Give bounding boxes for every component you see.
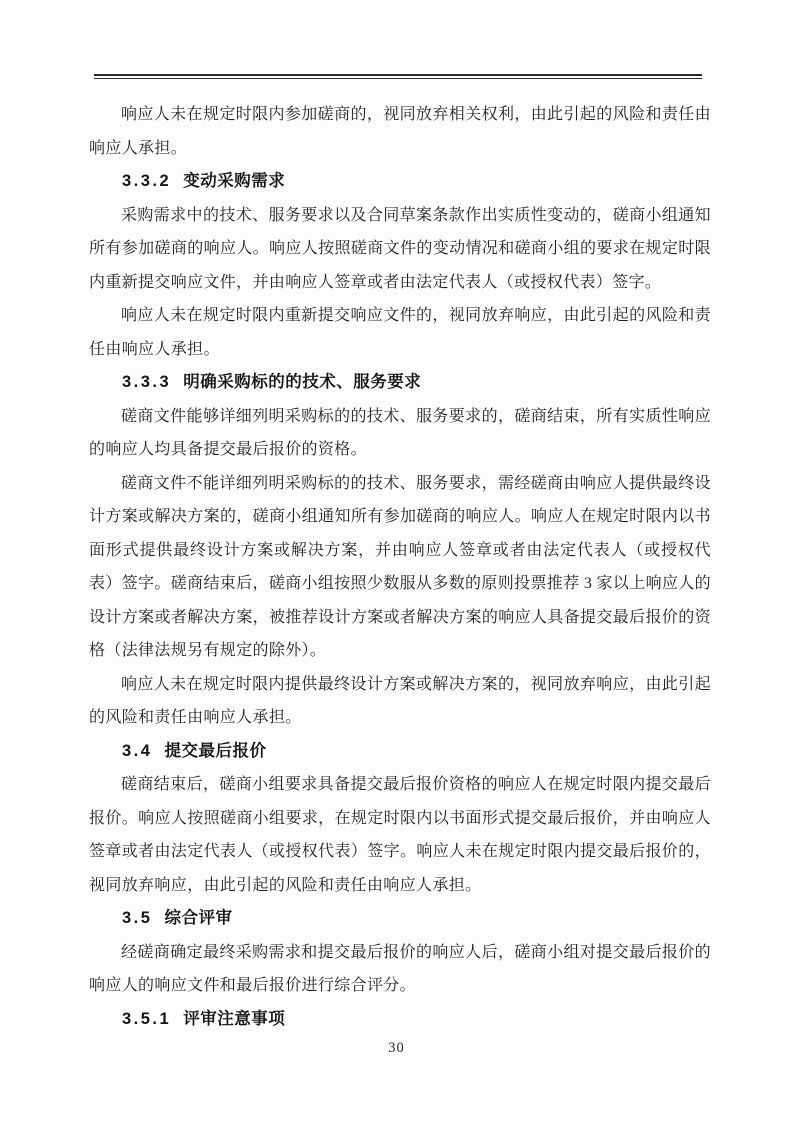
section-number: 3.5.1 [122,1009,172,1028]
section-title: 明确采购标的的技术、服务要求 [183,373,422,391]
paragraph: 响应人未在规定时限内参加磋商的，视同放弃相关权利，由此引起的风险和责任由响应人承担。 [89,106,711,157]
section-number: 3.3.3 [122,373,172,391]
paragraph: 响应人未在规定时限内提供最终设计方案或解决方案的，视同放弃响应，由此引起的风险和责任由响应人承担。 [89,675,711,726]
section-number: 3.3.2 [122,172,172,190]
paragraph: 磋商文件能够详细列明采购标的的技术、服务要求的，磋商结束，所有实质性响应的响应人均具备提交最后报价的资格。 [89,407,711,458]
section-title: 变动采购需求 [183,172,286,190]
paragraph: 采购需求中的技术、服务要求以及合同草案条款作出实质性变动的，磋商小组通知所有参加磋商的响应人。响应人按照磋商文件的变动情况和磋商小组的要求在规定时限内重新提交响应文件，并由响应人签章或者由法定代表人（或授权代表）签字。 [89,206,711,291]
section-title: 综合评审 [164,909,233,927]
section-title: 评审注意事项 [183,1009,286,1028]
paragraph: 经磋商确定最终采购需求和提交最后报价的响应人后，磋商小组对提交最后报价的响应人的响应文件和最后报价进行综合评分。 [89,943,711,994]
page-number: 30 [388,1040,405,1056]
section-heading [89,1003,711,1037]
paragraph: 磋商结束后，磋商小组要求具备提交最后报价资格的响应人在规定时限内提交最后报价。响应人按照磋商小组要求，在规定时限内以书面形式提交最后报价，并由响应人签章或者由法定代表人（或授权代表）签字。响应人未在规定时限内提交最后报价的，视同放弃响应，由此引起的风险和责任由响应人承担。 [89,776,711,894]
section-heading [89,165,711,199]
section-heading [89,735,711,769]
document-body [89,98,711,1036]
paragraph: 磋商文件不能详细列明采购标的的技术、服务要求，需经磋商由响应人提供最终设计方案或解决方案的，磋商小组通知所有参加磋商的响应人。响应人在规定时限内以书面形式提供最终设计方案或解决方案，并由响应人签章或者由法定代表人（或授权代表）签字。磋商结束后，磋商小组按照少数服从多数的原则投票推荐 3 家以上响应人的设计方案或者解决方案，被推荐设计方案或者解决方案的响应人具备提交最后报价的资格（法律法规另有规定的除外）。 [89,474,712,659]
paragraph: 响应人未在规定时限内重新提交响应文件的，视同放弃响应，由此引起的风险和责任由响应人承担。 [89,307,711,358]
section-number: 3.5 [122,909,153,927]
section-number: 3.4 [122,741,153,760]
section-heading [89,366,711,400]
section-heading [89,902,711,936]
section-title: 提交最后报价 [164,741,267,760]
header-double-rule [94,74,702,79]
